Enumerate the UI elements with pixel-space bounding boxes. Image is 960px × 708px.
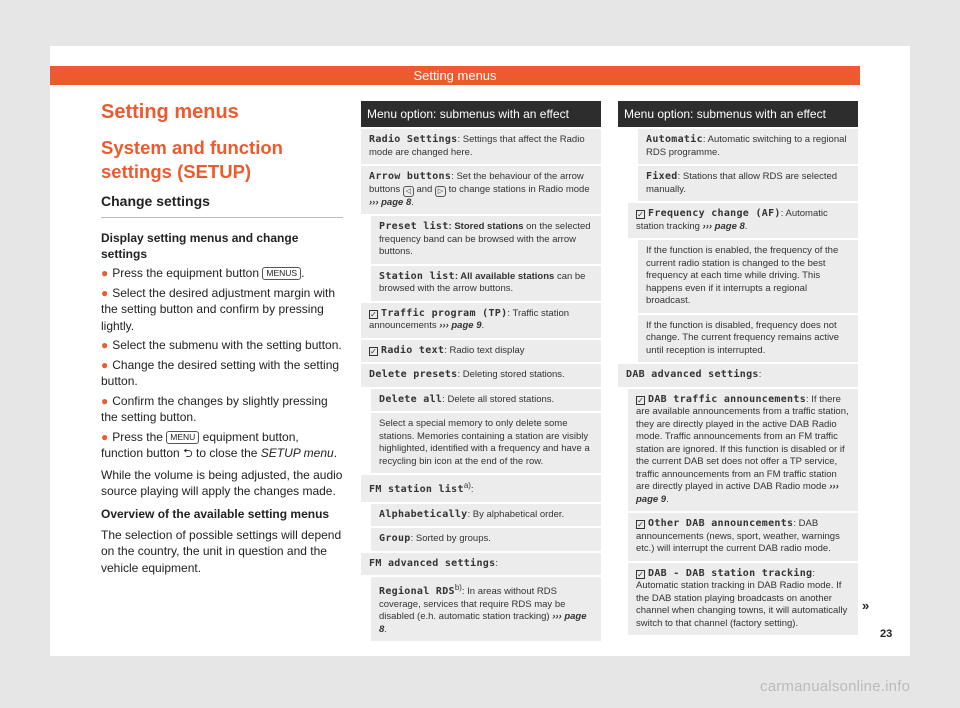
table-row: ✓ Radio text: Radio text display bbox=[361, 338, 601, 363]
table-row: FM station list$^{a)}$: bbox=[361, 473, 601, 502]
menus-key: MENUS bbox=[262, 267, 301, 280]
list-item: ● Confirm the changes by slightly pressing the setting button. bbox=[101, 393, 328, 424]
left-column bbox=[101, 100, 343, 576]
table-row: If the function is disabled, frequency does not change. The current frequency remains active until reception is interrupted. bbox=[638, 313, 858, 363]
table-row: ✓ DAB - DAB station tracking: Automatic station tracking in DAB Radio mode. If the DAB station playing broadcasts on another channel when changing towns, it will automatically switch to that channel (factory setting). bbox=[628, 561, 858, 636]
table-row: Delete presets: Deleting stored stations. bbox=[361, 362, 601, 387]
table-row: Radio Settings: Settings that affect the Radio mode are changed here. bbox=[361, 127, 601, 164]
menu-table-2 bbox=[618, 101, 858, 635]
menu-key: MENU bbox=[166, 431, 199, 444]
table-row: Delete all: Delete all stored stations. bbox=[371, 387, 601, 412]
table-row: Regional RDS$^{b)}$: In areas without RDS coverage, services that require RDS may be disabled (e.h. automatic station tracking) ››› page 8. bbox=[371, 575, 601, 641]
table-row: Select a special memory to only delete some stations. Memories containing a station are visibly highlighted, identified with a frequency and have a recycling bin icon at the end of the row. bbox=[371, 411, 601, 473]
list-item: ● Press the MENU equipment button, function button ⮌ to close the SETUP menu. bbox=[101, 429, 338, 460]
table-row: Group: Sorted by groups. bbox=[371, 526, 601, 551]
table-row: Automatic: Automatic switching to a regional RDS programme. bbox=[638, 127, 858, 164]
table-row: Alphabetically: By alphabetical order. bbox=[371, 502, 601, 527]
table-row: Preset list: Stored stations on the selected frequency band can be browsed with the arrow buttons. bbox=[371, 214, 601, 264]
section-title: System and function settings (SETUP) bbox=[101, 137, 283, 182]
table-row: Fixed: Stations that allow RDS are selected manually. bbox=[638, 164, 858, 201]
checkbox-icon: ✓ bbox=[370, 309, 377, 319]
table-row: ✓ Other DAB announcements: DAB announcements (news, sport, weather, warnings etc.) will interrupt the current DAB radio mode. bbox=[628, 511, 858, 561]
table-header: Menu option: submenus with an effect bbox=[618, 101, 858, 127]
menu-table-1 bbox=[361, 101, 601, 641]
page-header: Setting menus bbox=[50, 66, 860, 85]
checkbox-icon: ✓ bbox=[637, 395, 644, 405]
table-row: If the function is enabled, the frequency of the current radio station is changed to the best frequency at each time while driving. This happens even if it interrupts a regional broadcast. bbox=[638, 238, 858, 313]
list-item: ● Change the desired setting with the setting button. bbox=[101, 357, 340, 388]
table-row: Arrow buttons: Set the behaviour of the arrow buttons ◁ and ▷ to change stations in Radio mode ››› page 8. bbox=[361, 164, 601, 214]
list-item: ● Press the equipment button MENUS . bbox=[101, 266, 305, 280]
checkbox-icon: ✓ bbox=[370, 346, 377, 356]
page-number: 23 bbox=[880, 628, 893, 640]
table-row: ✓ Traffic program (TP): Traffic station announcements ››› page 9. bbox=[361, 301, 601, 338]
list-item: ● Select the desired adjustment margin with the setting button and confirm by pressing lightly. bbox=[101, 285, 336, 333]
list-item: ● Select the submenu with the setting button. bbox=[101, 338, 342, 352]
arrow-left-icon: ◁ bbox=[403, 186, 414, 197]
checkbox-icon: ✓ bbox=[637, 520, 644, 529]
watermark: carmanualsonline.info bbox=[760, 678, 911, 695]
table-row: ✓ DAB traffic announcements: If there are available announcements from a traffic station, they are directly played in the active DAB Radio mode. Traffic announcements from an FM traffic station are ignored. If this function is disabled or if the current DAB set does not offer a TP service, traffic announcements from an FM traffic station are directly played in active DAB Radio mode ››› page 9. bbox=[628, 387, 858, 512]
lead-heading: Display setting menus and change settings bbox=[101, 231, 299, 261]
checkbox-icon: ✓ bbox=[637, 569, 644, 579]
table-row: DAB advanced settings: bbox=[618, 362, 858, 387]
table-row: ✓ Frequency change (AF): Automatic station tracking ››› page 8. bbox=[628, 201, 858, 238]
table-header: Menu option: submenus with an effect bbox=[361, 101, 601, 127]
overview-heading: Overview of the available setting menus bbox=[101, 506, 330, 521]
paragraph: While the volume is being adjusted, the audio source playing will apply the changes made. bbox=[101, 467, 343, 498]
checkbox-icon: ✓ bbox=[637, 210, 644, 219]
table-row: FM advanced settings: bbox=[361, 551, 601, 576]
continue-marker: » bbox=[862, 598, 870, 613]
arrow-right-icon: ▷ bbox=[435, 186, 446, 197]
page-title: Setting menus bbox=[101, 101, 239, 123]
paragraph: The selection of possible settings will depend on the country, the unit in question and the vehicle equipment. bbox=[101, 527, 342, 575]
back-icon: ⮌ bbox=[183, 446, 193, 460]
table-row: Station list: All available stations can be browsed with the arrow buttons. bbox=[371, 264, 601, 301]
subsection-title: Change settings bbox=[101, 193, 343, 218]
